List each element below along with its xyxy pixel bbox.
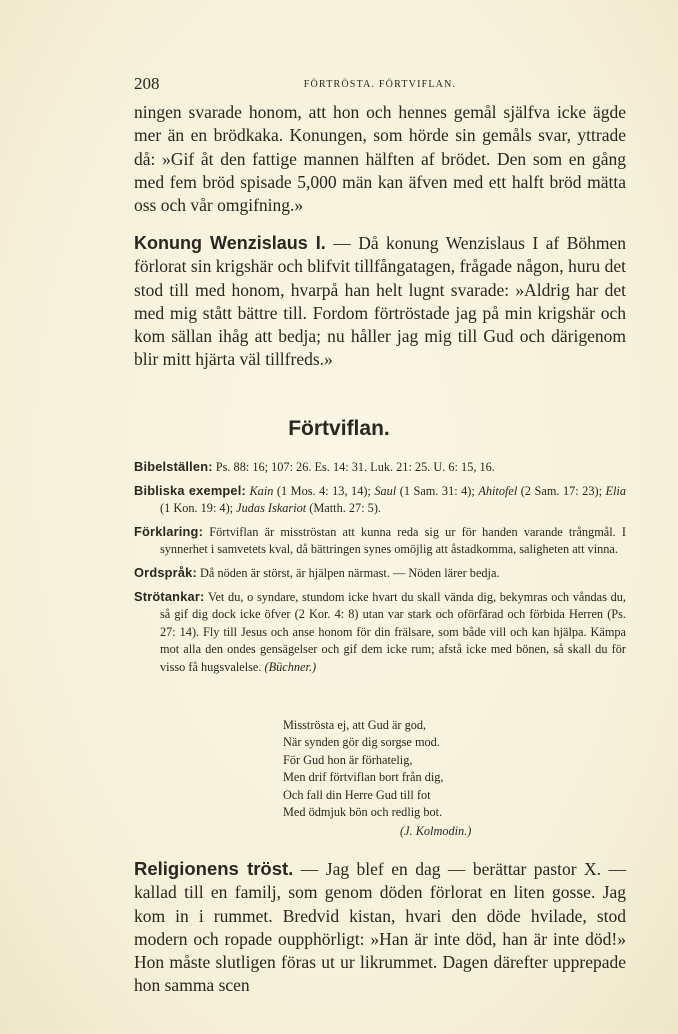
ref-label: Bibelställen: bbox=[134, 459, 213, 474]
example-name: Kain bbox=[249, 483, 274, 498]
running-title: FÖRTRÖSTA. FÖRTVIFLAN. bbox=[303, 79, 457, 90]
poem-line: När synden gör dig sorgse mod. bbox=[283, 735, 440, 750]
ref-forklaring bbox=[134, 523, 626, 559]
paragraph-text: — Då konung Wenzislaus I af Böhmen förlorat sin krigshär och blifvit tillfångatagen, frågade någon, huru det stod till med honom, hvarpå han helt lugnt svarade: »Aldrig har det med mig stått bättre till. Fordom förtröstade jag på min krigshär och kom sällan ihåg att bedja; nu håller jag mig till Gud och därigenom blir mitt hjärta väl tillfreds.» bbox=[134, 233, 627, 370]
example-name: Elia bbox=[605, 483, 626, 498]
example-name: Judas Iskariot bbox=[236, 501, 307, 516]
ref-text: Ps. 88: 16; 107: 26. Es. 14: 31. Luk. 21: 25. U. 6: 15, 16. bbox=[212, 460, 495, 474]
poem-line: Men drif förtviflan bort från dig, bbox=[283, 770, 444, 785]
ref-bibliska-exempel bbox=[134, 482, 626, 518]
ref-label: Förklaring: bbox=[134, 523, 204, 539]
poem-line: För Gud hon är förhatelig, bbox=[283, 752, 413, 767]
ref-strotankar bbox=[134, 588, 626, 677]
paragraph-continuation: ningen svarade honom, att hon och hennes gemål själfva icke ägde mer än en brödkaka. Konungen, som hörde sin gemåls svar, yttrade då: »Gif åt den fattige mannen hälften af brödet. Den som en gång med fem bröd spisade 5,000 män kan äfven med ett halft bröd mätta oss och vår omgifning.» bbox=[134, 102, 626, 216]
example-name: Ahitofel bbox=[478, 483, 518, 498]
section-title: Förtviflan. bbox=[288, 417, 390, 440]
ref-text: Vet du, o syndare, stundom icke hvart du skall vända dig, bekymras och våndas du, så gif dig dock icke öfver (2 Kor. 4: 8) utan var stark och oförfärad och förbida Herren (Ps. 27: 14). Fly till Jesus och anse honom för din frälsare, som både vill och kan hjälpa. Kämpa mot alla den ondes gensägelser och gif dem icke rum; afstå icke med bönen, så skall du för visso få hugsvalelse. bbox=[160, 589, 626, 674]
page-number: 208 bbox=[134, 74, 160, 93]
example-name: Saul bbox=[374, 483, 397, 498]
ref-label: Bibliska exempel: bbox=[134, 482, 246, 498]
ref-bibelstallen bbox=[134, 458, 626, 477]
paragraph-religionens-trost bbox=[134, 857, 626, 998]
paragraph-heading: Konung Wenzislaus I. bbox=[134, 233, 326, 253]
poem bbox=[283, 717, 444, 821]
ref-source: (Büchner.) bbox=[264, 659, 317, 674]
page-header bbox=[134, 74, 626, 96]
paragraph-wenzislaus bbox=[134, 232, 626, 372]
ref-text: Då nöden är störst, är hjälpen närmast. — Nöden lärer bedja. bbox=[196, 565, 500, 580]
paragraph-text: — Jag blef en dag — berättar pastor X. — kallad till en familj, som genom döden förlorat en liten gosse. Jag kom in i rummet. Bredvid kistan, hvari den döde hvilade, stod modern och ropade oupphörligt: »Han är inte död, han är inte död!» Hon måste slutligen föras ut ur likrummet. Dagen därefter upprepade hon samma scen bbox=[134, 859, 626, 996]
paragraph-heading: Religionens tröst. bbox=[134, 858, 294, 879]
ref-text: (2 Sam. 17: 23); bbox=[517, 483, 606, 498]
ref-ordsprak bbox=[134, 564, 626, 583]
ref-text: (1 Mos. 4: 13, 14); bbox=[273, 483, 375, 498]
ref-label: Ordspråk: bbox=[134, 564, 197, 580]
poem-line: Med ödmjuk bön och redlig bot. bbox=[283, 805, 443, 820]
ref-text: Förtviflan är misströstan att kunna reda sig ur för handen varande trångmål. I synnerhet i samvetets kval, då bättringen synes omöjlig att åstadkomma, saligheten att vinna. bbox=[160, 524, 626, 557]
reference-block bbox=[134, 458, 626, 682]
ref-text: (1 Sam. 31: 4); bbox=[396, 483, 479, 498]
poem-line: Och fall din Herre Gud till fot bbox=[283, 787, 431, 802]
ref-label: Strötankar: bbox=[134, 588, 205, 604]
ref-text: (Matth. 27: 5). bbox=[306, 501, 381, 516]
poem-line: Misströsta ej, att Gud är god, bbox=[283, 718, 427, 732]
ref-text: (1 Kon. 19: 4); bbox=[160, 501, 237, 516]
poem-source: (J. Kolmodin.) bbox=[400, 824, 472, 838]
